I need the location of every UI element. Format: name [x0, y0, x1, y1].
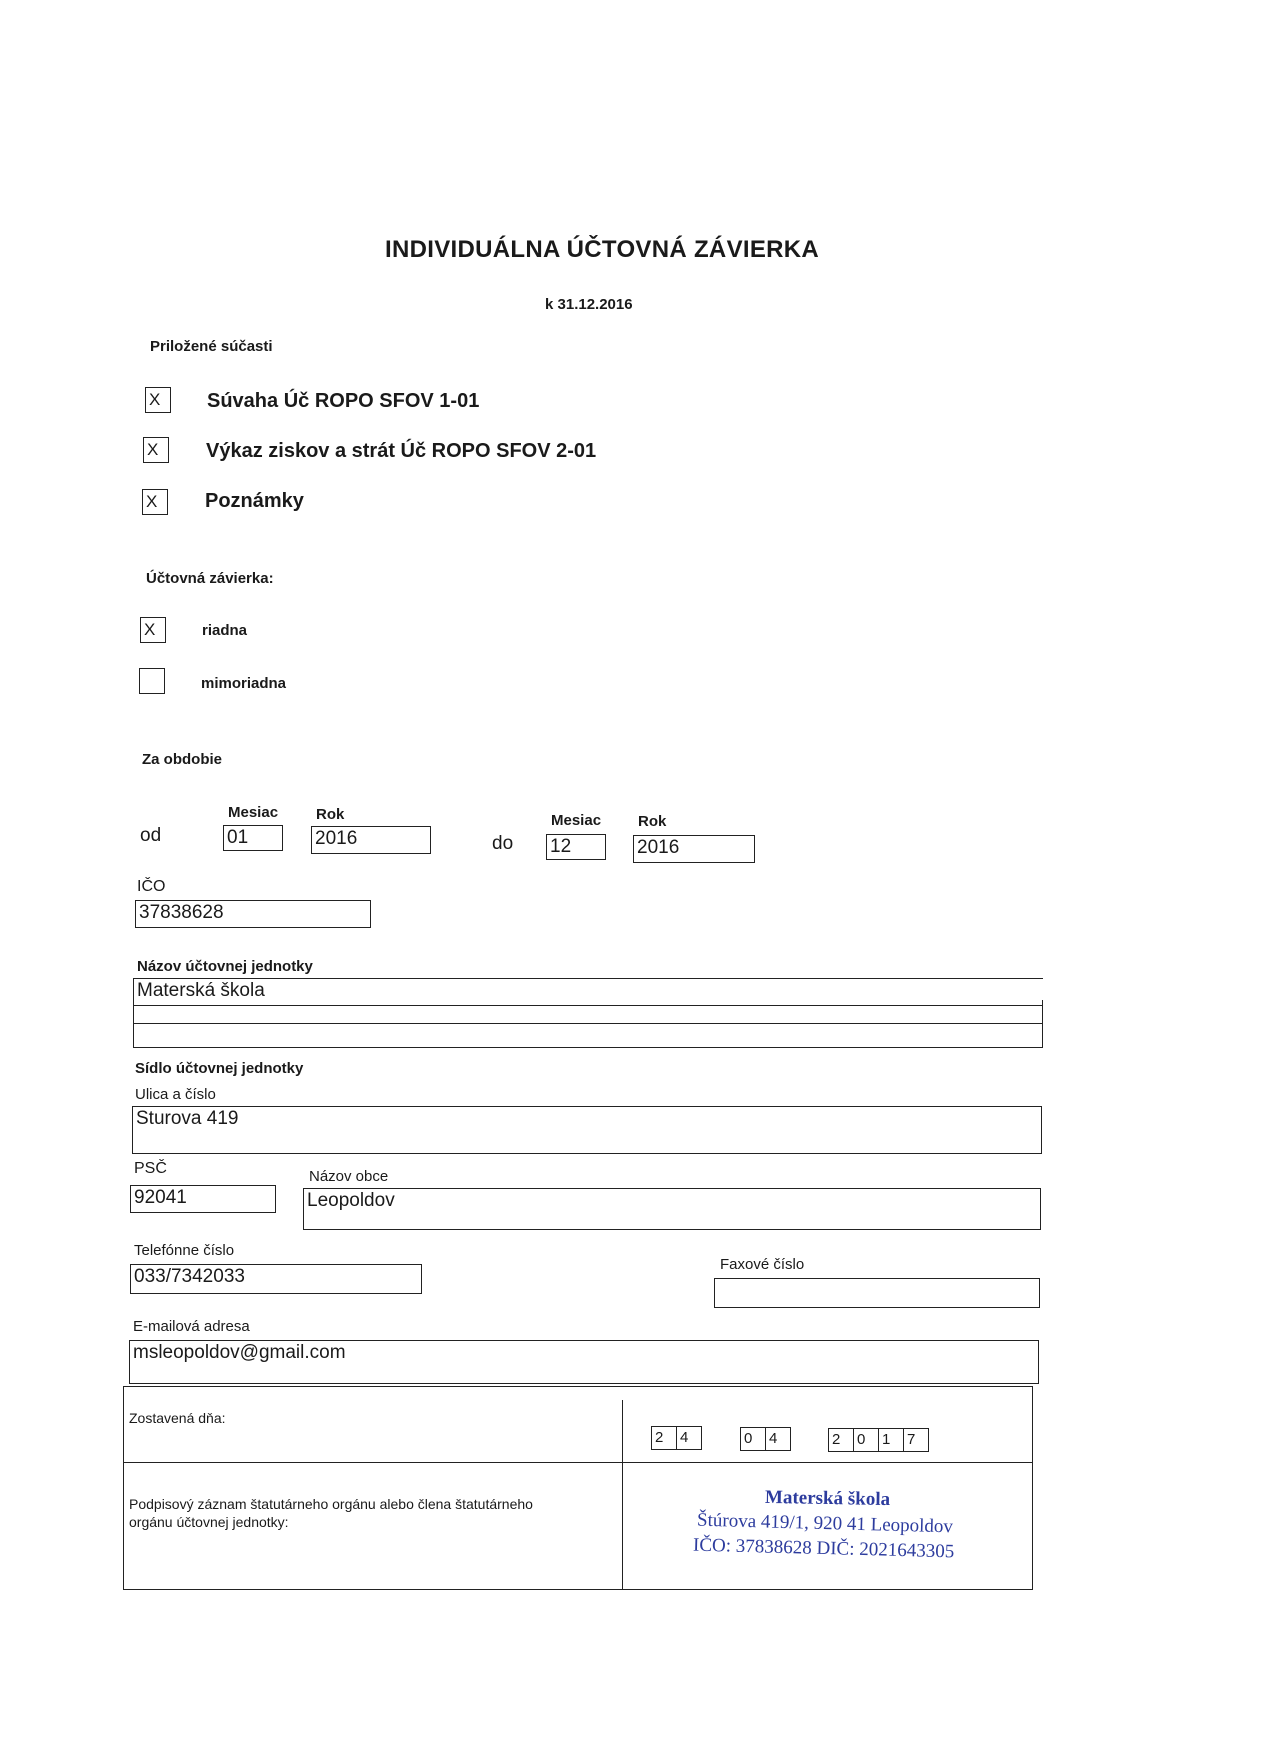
attachment-notes-label: Poznámky — [205, 490, 304, 512]
entity-name-field-line1[interactable]: Materská škola — [133, 978, 1043, 1006]
street-field[interactable]: Sturova 419 — [132, 1106, 1042, 1154]
email-label: E-mailová adresa — [133, 1318, 250, 1335]
statement-extraordinary-checkbox[interactable] — [139, 668, 165, 694]
address-heading: Sídlo účtovnej jednotky — [135, 1060, 304, 1077]
psc-field[interactable]: 92041 — [130, 1185, 276, 1213]
document-title: INDIVIDUÁLNA ÚČTOVNÁ ZÁVIERKA — [385, 236, 820, 263]
stamp-line2: Štúrova 419/1, 920 41 Leopoldov — [696, 1509, 954, 1538]
city-field[interactable]: Leopoldov — [303, 1188, 1041, 1230]
from-year-field[interactable]: 2016 — [311, 826, 431, 854]
fax-field[interactable] — [714, 1278, 1040, 1308]
to-month-label: Mesiac — [551, 812, 602, 829]
compiled-year-digit-4[interactable]: 7 — [903, 1428, 929, 1452]
statement-type-heading: Účtovná závierka: — [146, 570, 274, 587]
to-month-field[interactable]: 12 — [546, 834, 606, 860]
statement-extraordinary-label: mimoriadna — [201, 675, 287, 692]
attachment-balance-label: Súvaha Úč ROPO SFOV 1-01 — [207, 390, 480, 412]
document-date: k 31.12.2016 — [545, 296, 633, 313]
to-year-field[interactable]: 2016 — [633, 835, 755, 863]
street-label: Ulica a číslo — [135, 1086, 216, 1103]
psc-label: PSČ — [134, 1160, 167, 1177]
signature-label-line2: orgánu účtovnej jednotky: — [129, 1514, 289, 1530]
attachment-profit-loss-label: Výkaz ziskov a strát Úč ROPO SFOV 2-01 — [206, 440, 597, 462]
compiled-year-digit-1[interactable]: 2 — [828, 1428, 854, 1452]
footer-table-col-divider — [622, 1400, 623, 1590]
entity-name-label: Názov účtovnej jednotky — [137, 958, 313, 975]
attachment-balance-checkbox[interactable]: X — [145, 387, 171, 413]
statement-regular-checkbox[interactable]: X — [140, 617, 166, 643]
statement-regular-label: riadna — [202, 622, 248, 639]
ico-field[interactable]: 37838628 — [135, 900, 371, 928]
ico-label: IČO — [137, 878, 166, 895]
stamp-line1: Materská škola — [764, 1486, 891, 1511]
compiled-day-digit-2[interactable]: 4 — [676, 1426, 702, 1450]
compiled-month-digit-1[interactable]: 0 — [740, 1427, 766, 1451]
stamp-line3: IČO: 37838628 DIČ: 2021643305 — [692, 1534, 955, 1563]
email-field[interactable]: msleopoldov@gmail.com — [129, 1340, 1039, 1384]
from-month-field[interactable]: 01 — [223, 825, 283, 851]
attachment-profit-loss-checkbox[interactable]: X — [143, 437, 169, 463]
city-label: Názov obce — [309, 1168, 389, 1185]
compiled-month-digit-2[interactable]: 4 — [765, 1427, 791, 1451]
footer-table-row-divider — [123, 1462, 1033, 1463]
entity-name-field-line2[interactable] — [133, 1000, 1043, 1048]
compiled-year-digit-2[interactable]: 0 — [853, 1428, 879, 1452]
signature-label-line1: Podpisový záznam štatutárneho orgánu alebo člena štatutárneho — [129, 1496, 533, 1512]
entity-name-divider — [133, 1023, 1043, 1024]
compiled-day-digit-1[interactable]: 2 — [651, 1426, 677, 1450]
compiled-year-digit-3[interactable]: 1 — [878, 1428, 904, 1452]
phone-label: Telefónne číslo — [134, 1242, 235, 1259]
period-heading: Za obdobie — [142, 751, 222, 768]
from-year-label: Rok — [316, 806, 345, 823]
to-year-label: Rok — [638, 813, 667, 830]
period-to-label: do — [492, 833, 514, 854]
phone-field[interactable]: 033/7342033 — [130, 1264, 422, 1294]
from-month-label: Mesiac — [228, 804, 279, 821]
attachment-notes-checkbox[interactable]: X — [142, 489, 168, 515]
compiled-date-label: Zostavená dňa: — [129, 1410, 226, 1426]
attachments-heading: Priložené súčasti — [150, 338, 273, 355]
fax-label: Faxové číslo — [720, 1256, 805, 1273]
period-from-label: od — [140, 825, 162, 846]
